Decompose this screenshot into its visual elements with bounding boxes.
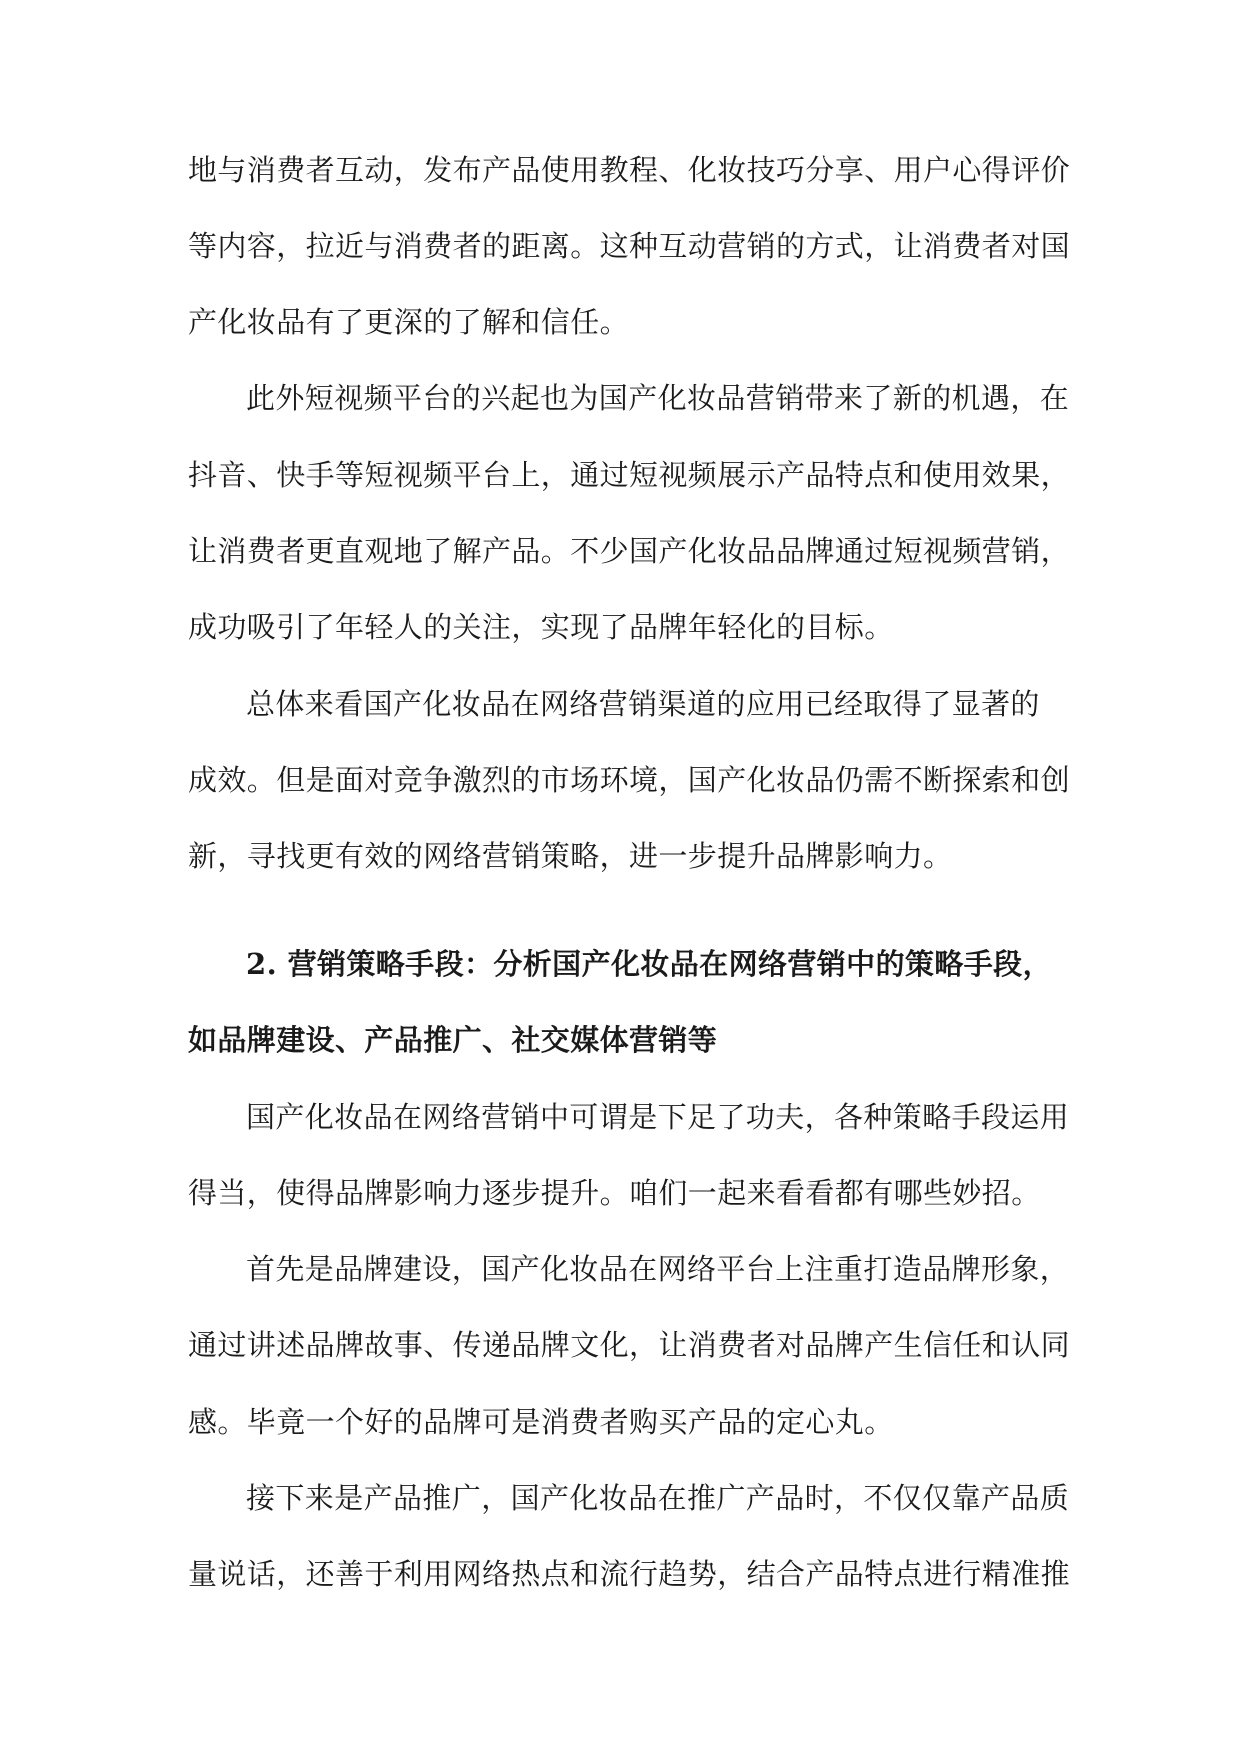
paragraph-line: 首先是品牌建设，国产化妆品在网络平台上注重打造品牌形象， bbox=[246, 1252, 1070, 1286]
paragraph-line: 等内容，拉近与消费者的距离。这种互动营销的方式，让消费者对国 bbox=[188, 229, 1071, 263]
paragraph-line: 此外短视频平台的兴起也为国产化妆品营销带来了新的机遇，在 bbox=[246, 381, 1070, 415]
paragraph-line: 成效。但是面对竞争激烈的市场环境，国产化妆品仍需不断探索和创 bbox=[188, 763, 1071, 797]
paragraph-line: 地与消费者互动，发布产品使用教程、化妆技巧分享、用户心得评价 bbox=[188, 153, 1071, 187]
paragraph-line: 通过讲述品牌故事、传递品牌文化，让消费者对品牌产生信任和认同 bbox=[188, 1328, 1071, 1362]
paragraph-line: 接下来是产品推广，国产化妆品在推广产品时，不仅仅靠产品质 bbox=[246, 1481, 1070, 1515]
section-heading-line: 2. 营销策略手段：分析国产化妆品在网络营销中的策略手段， bbox=[246, 947, 1052, 981]
paragraph-line: 量说话，还善于利用网络热点和流行趋势，结合产品特点进行精准推 bbox=[188, 1557, 1071, 1591]
paragraph-line: 新，寻找更有效的网络营销策略，进一步提升品牌影响力。 bbox=[188, 839, 953, 873]
paragraph-line: 成功吸引了年轻人的关注，实现了品牌年轻化的目标。 bbox=[188, 610, 894, 644]
paragraph-line: 感。毕竟一个好的品牌可是消费者购买产品的定心丸。 bbox=[188, 1405, 894, 1439]
paragraph-line: 让消费者更直观地了解产品。不少国产化妆品品牌通过短视频营销， bbox=[188, 534, 1071, 568]
paragraph-line: 得当，使得品牌影响力逐步提升。咱们一起来看看都有哪些妙招。 bbox=[188, 1176, 1041, 1210]
paragraph-line: 产化妆品有了更深的了解和信任。 bbox=[188, 305, 630, 339]
paragraph-line: 国产化妆品在网络营销中可谓是下足了功夫，各种策略手段运用 bbox=[246, 1100, 1070, 1134]
paragraph-line: 抖音、快手等短视频平台上，通过短视频展示产品特点和使用效果， bbox=[188, 458, 1071, 492]
section-heading-line: 如品牌建设、产品推广、社交媒体营销等 bbox=[188, 1023, 718, 1057]
paragraph-line: 总体来看国产化妆品在网络营销渠道的应用已经取得了显著的 bbox=[246, 687, 1040, 721]
